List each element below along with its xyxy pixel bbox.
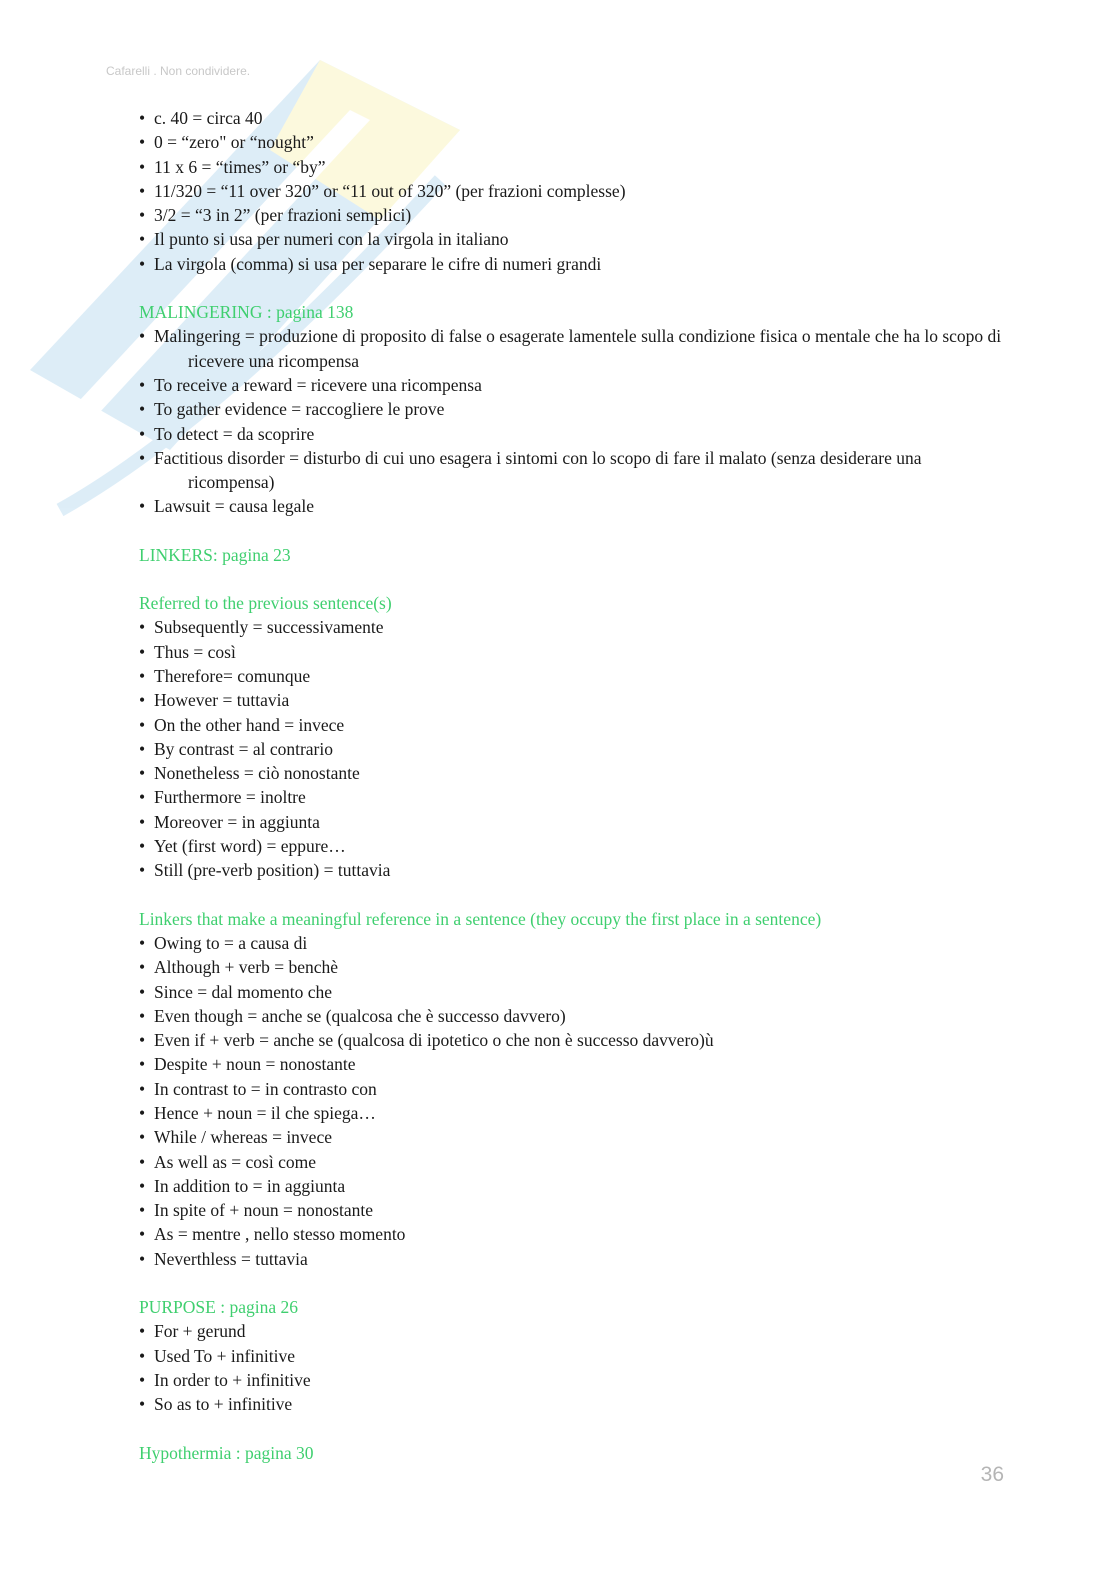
list-item-text: • Owing to = a causa di [154, 932, 308, 953]
section [139, 1295, 1009, 1416]
list-item-text: • Although + verb = benchè [154, 957, 338, 978]
list-item-text: • Still (pre-verb position) = tuttavia [154, 860, 391, 881]
list-item [139, 1344, 1009, 1368]
list-item-text: • On the other hand = invece [154, 714, 345, 735]
list-item-text: • Even if + verb = anche se (qualcosa di ipotetico o che non è successo davvero)ù [154, 1030, 714, 1051]
list-item [139, 106, 1009, 130]
list-item-text: • Thus = così [154, 641, 236, 662]
list-item-text: • So as to + infinitive [154, 1394, 293, 1415]
list-item-text: • However = tuttavia [154, 690, 290, 711]
list-item-text: • To gather evidence = raccogliere le prove [154, 399, 445, 420]
bullet-list [139, 615, 1009, 882]
section-heading: PURPOSE : pagina 26 [139, 1297, 298, 1318]
list-item-text: • While / whereas = invece [154, 1127, 332, 1148]
list-item [139, 155, 1009, 179]
list-item [139, 615, 1009, 639]
section [139, 1441, 1009, 1465]
list-item [139, 203, 1009, 227]
list-item [139, 1222, 1009, 1246]
list-item-text: • Malingering = produzione di proposito di false o esagerate lamentele sulla condizione fisica o mentale che ha lo scopo di ricevere una ricompensa [154, 326, 1002, 371]
page-number: 36 [980, 1463, 1004, 1486]
list-item-text: • Subsequently = successivamente [154, 617, 384, 638]
list-item [139, 1150, 1009, 1174]
section [139, 907, 1009, 1271]
list-item-text: • 0 = “zero" or “nought” [154, 132, 314, 153]
list-item [139, 1125, 1009, 1149]
section-heading: LINKERS: pagina 23 [139, 544, 291, 565]
list-item [139, 1392, 1009, 1416]
list-item-text: • To detect = da scoprire [154, 423, 315, 444]
list-item [139, 1319, 1009, 1343]
list-item-text: • Despite + noun = nonostante [154, 1054, 356, 1075]
bullet-list [139, 324, 1009, 518]
list-item [139, 737, 1009, 761]
list-item [139, 834, 1009, 858]
list-item [139, 664, 1009, 688]
bullet-list [139, 931, 1009, 1271]
list-item [139, 446, 1009, 495]
section-heading: Hypothermia : pagina 30 [139, 1442, 314, 1463]
list-item-text: • For + gerund [154, 1321, 246, 1342]
list-item [139, 373, 1009, 397]
list-item-text: • Therefore= comunque [154, 665, 311, 686]
list-item-text: • 11/320 = “11 over 320” or “11 out of 320” (per frazioni complesse) [154, 180, 626, 201]
list-item [139, 1028, 1009, 1052]
list-item-text: • In order to + infinitive [154, 1369, 311, 1390]
list-item [139, 422, 1009, 446]
list-item-text: • In spite of + noun = nonostante [154, 1200, 374, 1221]
list-item-text: • Nonetheless = ciò nonostante [154, 763, 360, 784]
list-item [139, 1174, 1009, 1198]
header-note: Cafarelli . Non condividere. [106, 64, 251, 78]
list-item-text: • La virgola (comma) si usa per separare le cifre di numeri grandi [154, 253, 602, 274]
section [139, 106, 1009, 276]
list-item [139, 955, 1009, 979]
list-item [139, 785, 1009, 809]
list-item [139, 130, 1009, 154]
list-item-text: • Moreover = in aggiunta [154, 811, 320, 832]
list-item [139, 1052, 1009, 1076]
section-heading: Linkers that make a meaningful reference in a sentence (they occupy the first place in a sentence) [139, 908, 822, 929]
list-item [139, 227, 1009, 251]
list-item [139, 1198, 1009, 1222]
list-item-text: • Furthermore = inoltre [154, 787, 306, 808]
bullet-list [139, 1319, 1009, 1416]
list-item-text: • Lawsuit = causa legale [154, 496, 315, 517]
list-item-text: • Yet (first word) = eppure… [154, 836, 346, 857]
list-item [139, 397, 1009, 421]
list-item [139, 980, 1009, 1004]
list-item [139, 252, 1009, 276]
section-heading: MALINGERING : pagina 138 [139, 302, 354, 323]
list-item [139, 1077, 1009, 1101]
list-item-text: • As = mentre , nello stesso momento [154, 1224, 406, 1245]
list-item-text: • In addition to = in aggiunta [154, 1175, 346, 1196]
list-item [139, 810, 1009, 834]
list-item [139, 1247, 1009, 1271]
list-item [139, 761, 1009, 785]
list-item-text: • Even though = anche se (qualcosa che è successo davvero) [154, 1005, 566, 1026]
list-item-text: • Il punto si usa per numeri con la virgola in italiano [154, 229, 509, 250]
list-item-text: • c. 40 = circa 40 [154, 108, 263, 128]
list-item [139, 713, 1009, 737]
list-item [139, 179, 1009, 203]
list-item-text: • Used To + infinitive [154, 1345, 296, 1366]
list-item [139, 931, 1009, 955]
section-heading: Referred to the previous sentence(s) [139, 593, 392, 614]
list-item [139, 688, 1009, 712]
list-item [139, 1101, 1009, 1125]
list-item [139, 858, 1009, 882]
list-item-text: • Hence + noun = il che spiega… [154, 1102, 376, 1123]
section [139, 543, 1009, 567]
list-item [139, 1368, 1009, 1392]
list-item-text: • In contrast to = in contrasto con [154, 1078, 377, 1099]
list-item [139, 1004, 1009, 1028]
document-body [139, 106, 1009, 1465]
list-item-text: • By contrast = al contrario [154, 738, 333, 759]
list-item-text: • Since = dal momento che [154, 981, 333, 1002]
list-item-text: • As well as = così come [154, 1151, 316, 1172]
list-item-text: • Neverthless = tuttavia [154, 1248, 308, 1269]
list-item-text: • Factitious disorder = disturbo di cui uno esagera i sintomi con lo scopo di fare il malato (senza desiderare una ricompensa) [154, 447, 922, 493]
section [139, 300, 1009, 519]
list-item-text: • To receive a reward = ricevere una ricompensa [154, 374, 482, 395]
list-item-text: • 3/2 = “3 in 2” (per frazioni semplici) [154, 205, 412, 226]
list-item-text: • 11 x 6 = “times” or “by” [154, 156, 326, 177]
list-item [139, 324, 1009, 373]
list-item [139, 494, 1009, 518]
list-item [139, 640, 1009, 664]
section [139, 591, 1009, 883]
bullet-list [139, 106, 1009, 276]
